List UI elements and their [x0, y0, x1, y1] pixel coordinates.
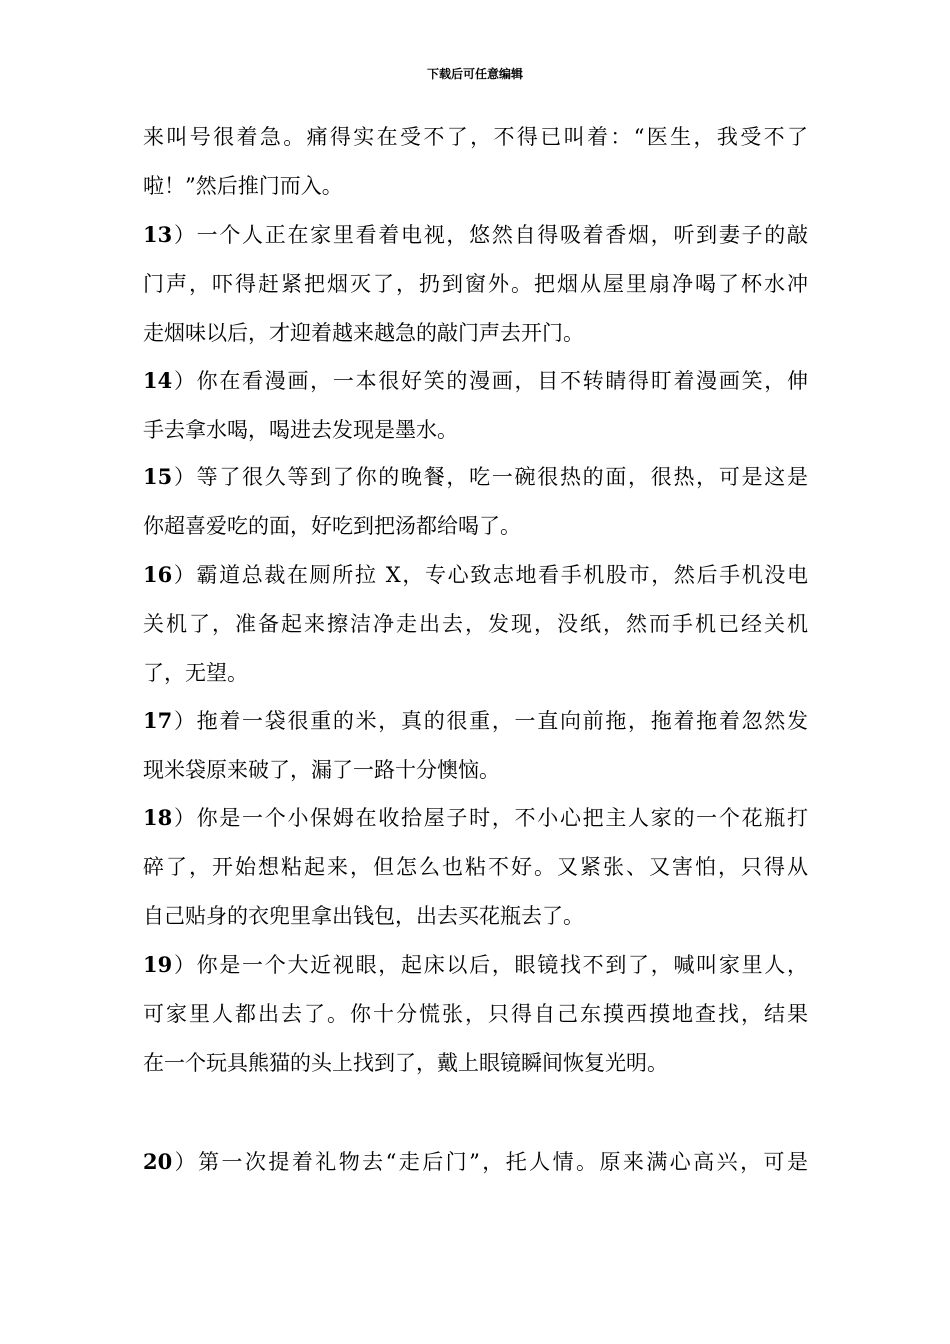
item-number: 16	[143, 562, 173, 587]
text-line	[143, 1148, 808, 1176]
text-line	[143, 951, 808, 979]
line-text: 你超喜爱吃的面，好吃到把汤都给喝了。	[143, 514, 521, 538]
line-text: 自己贴身的衣兜里拿出钱包，出去买花瓶去了。	[143, 904, 584, 928]
text-line	[143, 659, 808, 687]
text-line	[143, 172, 808, 200]
line-text: 来叫号很着急。痛得实在受不了，不得已叫着：“医生，我受不了	[143, 125, 808, 149]
text-line	[143, 1049, 808, 1077]
line-text: ）第一次提着礼物去“走后门”，托人情。原来满心高兴，可是	[172, 1150, 808, 1174]
line-text: 在一个玩具熊猫的头上找到了，戴上眼镜瞬间恢复光明。	[143, 1051, 668, 1075]
text-line	[143, 123, 808, 151]
item-number: 15	[143, 464, 173, 489]
line-text: 了，无望。	[143, 661, 248, 685]
item-number: 18	[143, 805, 173, 830]
text-line	[143, 463, 808, 491]
line-text: 门声，吓得赶紧把烟灭了，扔到窗外。把烟从屋里扇净喝了杯水冲	[143, 272, 808, 296]
line-text: ）你是一个小保姆在收拾屋子时，不小心把主人家的一个花瓶打	[172, 806, 808, 830]
page-header: 下载后可任意编辑	[426, 67, 523, 81]
line-text: 关机了，准备起来擦洁净走出去，发现，没纸，然而手机已经关机	[143, 612, 808, 636]
text-line	[143, 804, 808, 832]
text-line	[143, 756, 808, 784]
line-text: 碎了，开始想粘起来，但怎么也粘不好。又紧张、又害怕，只得从	[143, 855, 808, 879]
line-text: ）一个人正在家里看着电视，悠然自得吸着香烟，听到妻子的敲	[172, 223, 808, 247]
text-line	[143, 367, 808, 395]
line-text: 手去拿水喝，喝进去发现是墨水。	[143, 418, 458, 442]
line-text: ）拖着一袋很重的米，真的很重，一直向前拖，拖着拖着忽然发	[172, 709, 808, 733]
text-line	[143, 902, 808, 930]
text-line	[143, 1000, 808, 1028]
text-line	[143, 270, 808, 298]
line-text: 走烟味以后，才迎着越来越急的敲门声去开门。	[143, 321, 584, 345]
text-line	[143, 319, 808, 347]
line-text: ）等了很久等到了你的晚餐，吃一碗很热的面，很热，可是这是	[172, 465, 808, 489]
line-text: ）你在看漫画，一本很好笑的漫画，目不转睛得盯着漫画笑，伸	[172, 369, 808, 393]
item-number: 13	[143, 222, 173, 247]
item-number: 17	[143, 708, 173, 733]
item-number: 19	[143, 952, 173, 977]
text-line	[143, 416, 808, 444]
text-line	[143, 512, 808, 540]
text-line	[143, 561, 808, 589]
text-line	[143, 707, 808, 735]
line-text: ）霸道总裁在厕所拉 X，专心致志地看手机股市，然后手机没电	[172, 563, 808, 587]
text-line	[143, 853, 808, 881]
line-text: 啦！”然后推门而入。	[143, 174, 343, 198]
line-text: ）你是一个大近视眼，起床以后，眼镜找不到了，喊叫家里人，	[172, 953, 808, 977]
item-number: 14	[143, 368, 173, 393]
text-line	[143, 221, 808, 249]
line-text: 可家里人都出去了。你十分慌张，只得自己东摸西摸地查找，结果	[143, 1002, 808, 1026]
line-text: 现米袋原来破了，漏了一路十分懊恼。	[143, 758, 500, 782]
text-line	[143, 610, 808, 638]
item-number: 20	[143, 1149, 173, 1174]
